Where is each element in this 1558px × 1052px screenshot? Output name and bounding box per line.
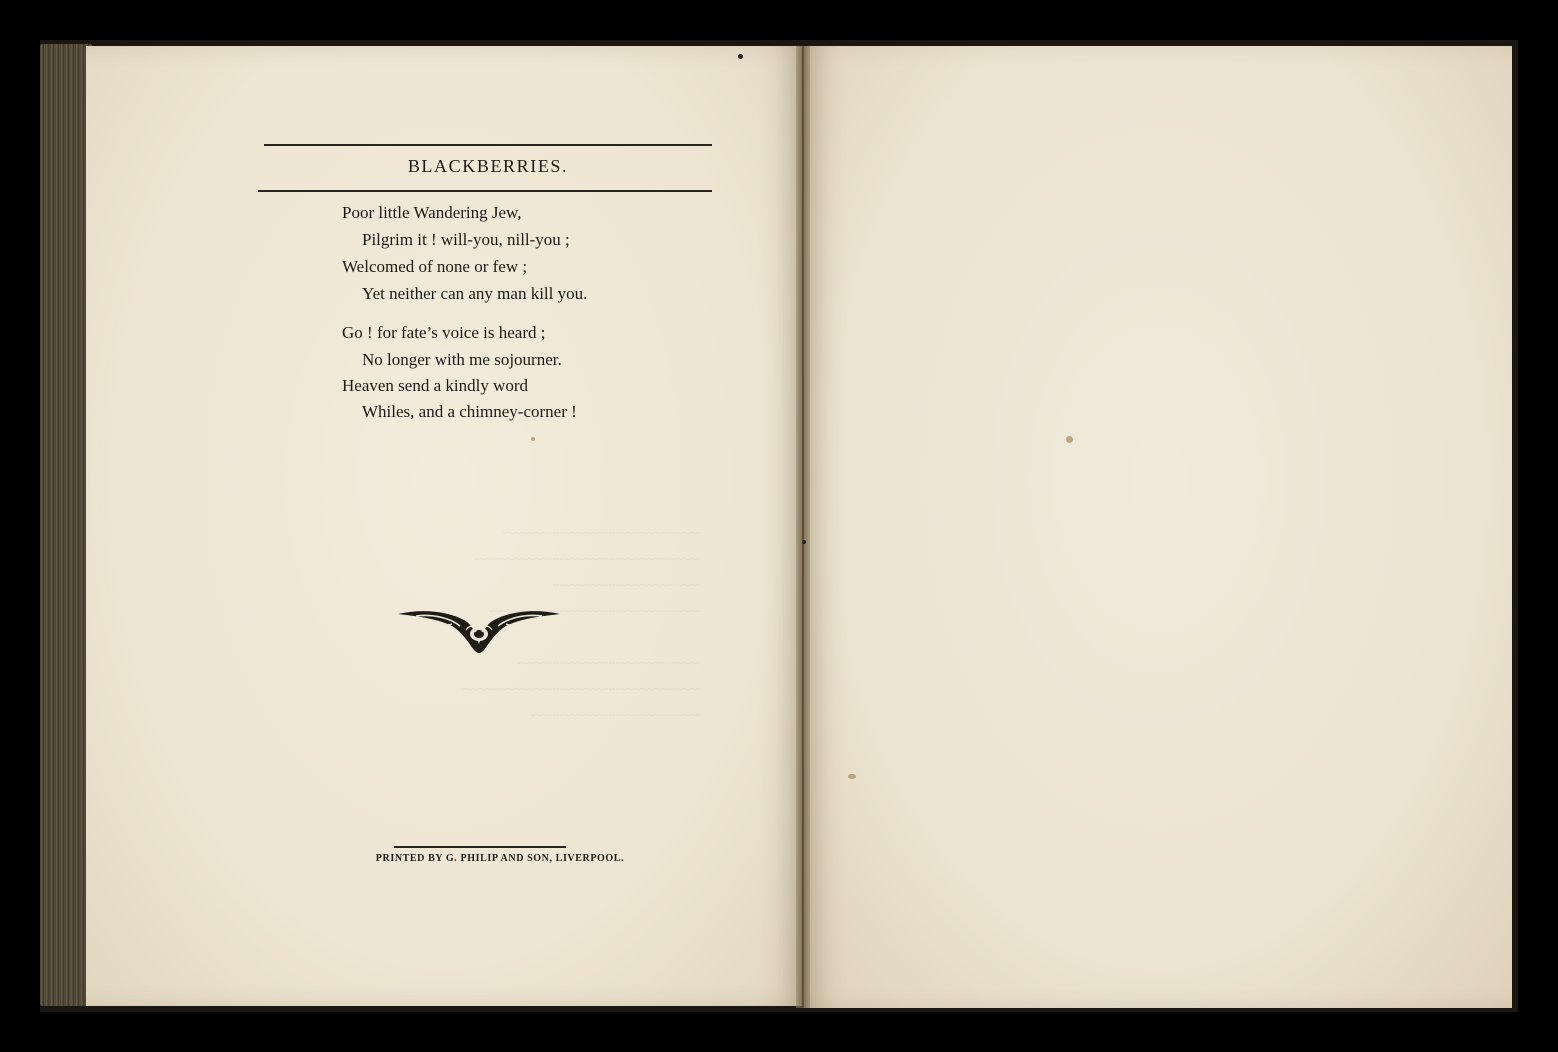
foxing-spot: [738, 54, 743, 59]
foxing-spot: [848, 774, 856, 779]
printer-imprint: PRINTED BY G. PHILIP AND SON, LIVERPOOL.: [375, 853, 625, 864]
poem-line: Pilgrim it ! will-you, nill-you ;: [362, 230, 570, 249]
poem-title: BLACKBERRIES.: [407, 156, 569, 176]
foxing-spot: [1066, 436, 1073, 443]
right-page: [804, 46, 1512, 1008]
floral-tailpiece-icon: [394, 604, 564, 656]
poem-line: Go ! for fate’s voice is heard ;: [342, 323, 546, 342]
poem-line: Heaven send a kindly word: [342, 376, 529, 395]
poem-line: Whiles, and a chimney-corner !: [362, 402, 577, 421]
foxing-spot: [531, 437, 535, 441]
title-bottom-rule: [258, 190, 712, 192]
foxing-spot: [802, 540, 806, 544]
poem-line: Yet neither can any man kill you.: [362, 284, 588, 303]
imprint-rule: [394, 846, 566, 848]
poem-line: Poor little Wandering Jew,: [342, 203, 522, 222]
poem-line: No longer with me sojourner.: [362, 350, 562, 369]
book-gutter: [796, 46, 810, 1008]
title-top-rule: [264, 144, 712, 146]
poem-line: Welcomed of none or few ;: [342, 257, 528, 276]
page-edges: [40, 44, 92, 1006]
